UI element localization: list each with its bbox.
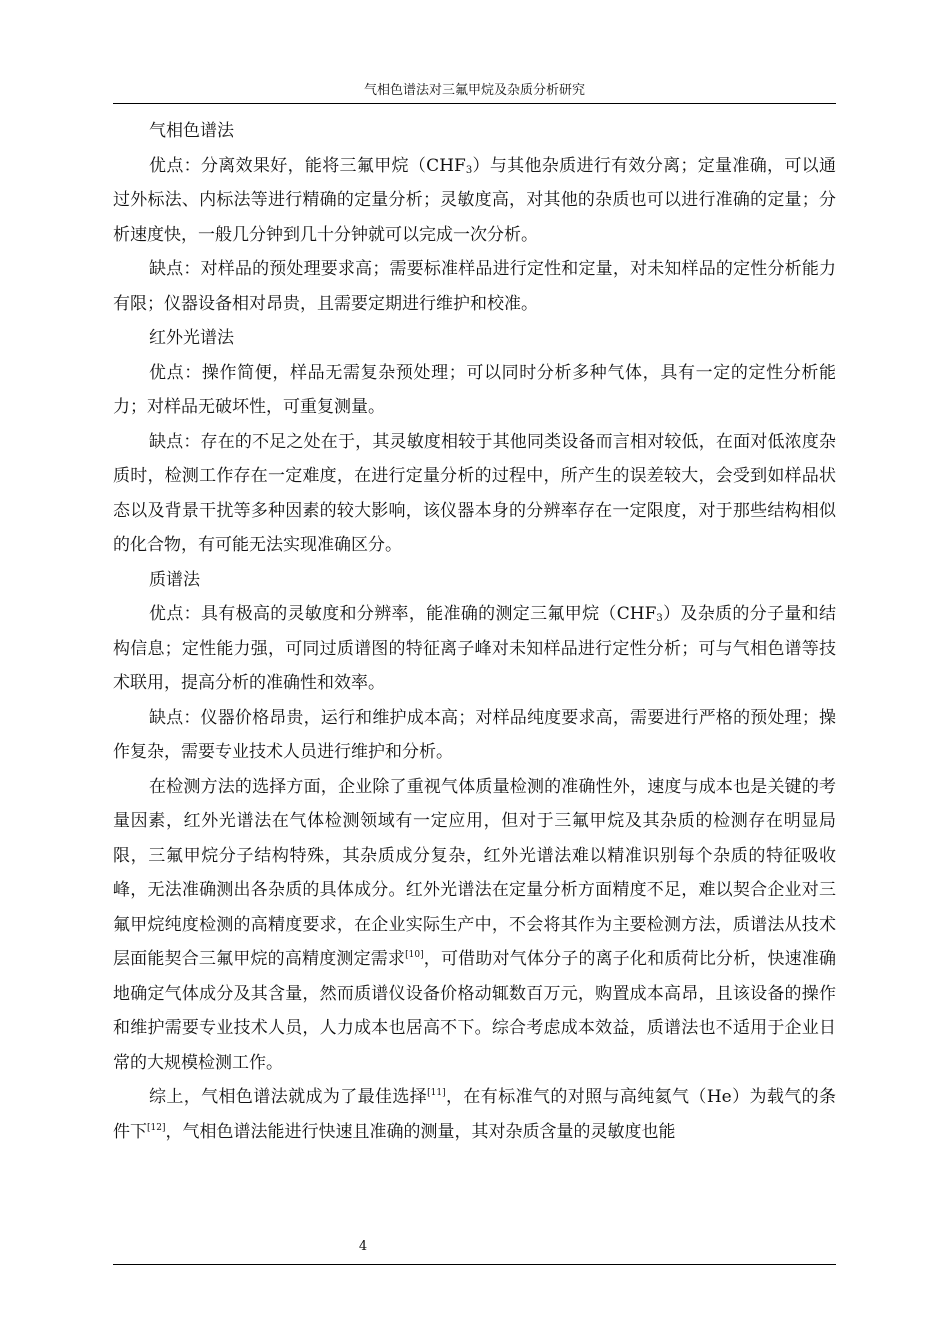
method-selection-text-b: ，可借助对气体分子的离子化和质荷比分析，快速准确地确定气体成分及其含量，然而质谱仪设备价格动辄数百万元，购置成本高昂，且该设备的操作和维护需要专业技术人员，人力成本也居高不下。综合考虑成本效益，质谱法也不适用于企业日常的大规模检测工作。 (113, 949, 837, 1073)
gc-advantages-text-a: 优点：分离效果好，能将三氟甲烷（CHF (149, 155, 466, 176)
ms-advantages (113, 597, 836, 701)
method-selection-text-a: 在检测方法的选择方面，企业除了重视气体质量检测的准确性外，速度与成本也是关键的考量因素，红外光谱法在气体检测领域有一定应用，但对于三氟甲烷及其杂质的检测存在明显局限，三氟甲烷分子结构特殊，其杂质成分复杂，红外光谱法难以精准识别每个杂质的特征吸收峰，无法准确测出各杂质的具体成分。红外光谱法在定量分析方面精度不足，难以契合企业对三氟甲烷纯度检测的高精度要求，在企业实际生产中，不会将其作为主要检测方法，质谱法从技术层面能契合三氟甲烷的高精度测定需求 (113, 776, 836, 969)
gc-heading: 气相色谱法 (149, 121, 234, 141)
ms-heading: 质谱法 (149, 569, 200, 590)
conclusion-paragraph (113, 1080, 836, 1149)
ir-disadvantages: 缺点：存在的不足之处在于，其灵敏度相较于其他同类设备而言相对较低，在面对低浓度杂质时，检测工作存在一定难度，在进行定量分析的过程中，所产生的误差较大，会受到如样品状态以及背景干扰等多种因素的较大影响，该仪器本身的分辨率存在一定限度，对于那些结构相似的化合物，有可能无法实现准确区分。 (113, 431, 836, 555)
gc-disadvantages: 缺点：对样品的预处理要求高；需要标准样品进行定性和定量，对未知样品的定性分析能力有限；仪器设备相对昂贵，且需要定期进行维护和校准。 (113, 259, 836, 314)
conclusion-text-a: 综上，气相色谱法就成为了最佳选择 (149, 1087, 428, 1107)
ir-heading: 红外光谱法 (149, 328, 234, 348)
conclusion-text-c: ，气相色谱法能进行快速且准确的测量，其对杂质含量的灵敏度也能 (165, 1121, 676, 1142)
ms-formula-subscript: 3 (656, 613, 663, 624)
ir-advantages: 优点：操作简便，样品无需复杂预处理；可以同时分析多种气体，具有一定的定性分析能力；对样品无破坏性，可重复测量。 (113, 362, 836, 417)
footer-rule (113, 1264, 836, 1265)
gc-formula-subscript: 3 (465, 164, 473, 176)
header-rule (113, 103, 836, 104)
citation-12: [12] (147, 1122, 166, 1133)
ms-advantages-text-b: ）及杂质的分子量和结构信息；定性能力强，可同过质谱图的特征离子峰对未知样品进行定性分析；可与气相色谱等技术联用，提高分析的准确性和效率。 (113, 604, 836, 693)
citation-11: [11] (427, 1088, 446, 1098)
conclusion-text-b: ，在有标准气的对照与高纯氦气（He）为载气的条件下 (113, 1087, 837, 1142)
citation-10: [10] (405, 950, 424, 960)
page-number: 4 (358, 1239, 368, 1254)
document-body (113, 114, 836, 1149)
gc-advantages (113, 149, 836, 253)
gc-advantages-text-b: ）与其他杂质进行有效分离；定量准确，可以通过外标法、内标法等进行精确的定量分析；灵敏度高，对其他的杂质也可以进行准确的定量；分析速度快，一般几分钟到几十分钟就可以完成一次分析。 (113, 155, 836, 245)
ms-advantages-text-a: 优点：具有极高的灵敏度和分辨率，能准确的测定三氟甲烷（CHF (149, 604, 657, 624)
running-header: 气相色谱法对三氟甲烷及杂质分析研究 (363, 83, 585, 98)
ms-disadvantages: 缺点：仪器价格昂贵，运行和维护成本高；对样品纯度要求高，需要进行严格的预处理；操作复杂，需要专业技术人员进行维护和分析。 (113, 707, 836, 762)
method-selection-paragraph (113, 770, 836, 1081)
